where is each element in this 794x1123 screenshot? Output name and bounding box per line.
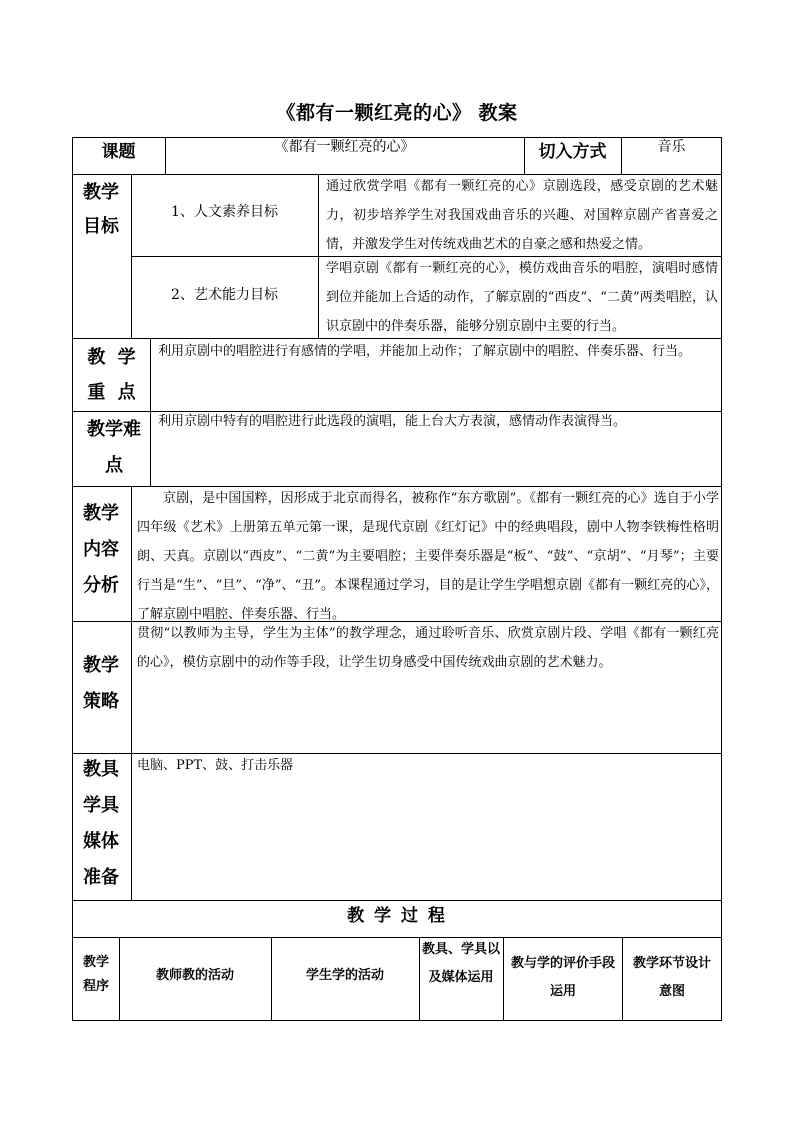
process-col-media: 教具、学具以及媒体运用	[421, 942, 500, 985]
key-points-text: 利用京剧中的唱腔进行有感情的学唱，并能加上动作；了解京剧中的唱腔、伴奏乐器、行当。	[158, 344, 692, 359]
table-line	[419, 937, 420, 1021]
table-line	[318, 174, 319, 338]
entry-method-label: 切入方式	[538, 142, 607, 162]
content-analysis-label: 教学内容分析	[83, 503, 119, 596]
table-line	[503, 937, 504, 1021]
table-line	[72, 900, 722, 901]
media-label: 教具学具媒体准备	[83, 759, 119, 888]
goal-2-name: 2、艺术能力目标	[171, 287, 278, 303]
process-col-design-intent: 教学环节设计意图	[632, 956, 711, 999]
table-line	[131, 486, 132, 900]
strategy-text: 贯彻“以教师为主导，学生为主体”的教学理念，通过聆听音乐、欣赏京剧片段、学唱《都有一颗红亮的心》，模仿京剧中的动作等手段，让学生切身感受中国传统戏曲京剧的艺术魅力。	[137, 626, 719, 670]
process-col-student: 学生学的活动	[305, 968, 384, 983]
content-analysis-text: 京剧，是中国国粹，因形成于北京而得名，被称作“东方歌剧”。《都有一颗红亮的心》选自于小学四年级《艺术》上册第五单元第一课，是现代京剧《红灯记》中的经典唱段，剧中人物李铁梅性格明朗、天真。京剧以“西皮”、“二黄”为主要唱腔；主要伴奏乐器是“板”、“鼓”、“京胡”、“月琴”；主要行当是“生”、“旦”、“净”、“丑”。本课程通过学习，目的是让学生学唱想京剧《都有一颗红亮的心》，了解京剧中唱腔、伴奏乐器、行当。	[137, 491, 719, 622]
goals-label: 教学目标	[83, 182, 119, 237]
process-col-evaluation: 教与学的评价手段运用	[510, 956, 615, 999]
table-line	[72, 937, 722, 938]
strategy-label: 教学策略	[83, 655, 119, 712]
process-col-sequence: 教学程序	[82, 955, 109, 994]
goal-2-text: 学唱京剧《都有一颗红亮的心》，模仿戏曲音乐的唱腔，演唱时感情到位并能加上合适的动作，了解京剧的“西皮”、“二黄”两类唱腔，认识京剧中的伴奏乐器，能够分别京剧中主要的行当。	[326, 261, 718, 334]
table-line	[622, 937, 623, 1021]
topic-value: 《都有一颗红亮的心》	[274, 139, 415, 155]
goal-1-text: 通过欣赏学唱《都有一颗红亮的心》京剧选段，感受京剧的艺术魅力，初步培养学生对我国戏曲音乐的兴趣、对国粹京剧产省喜爱之情，并激发学生对传统戏曲艺术的自豪之感和热爱之情。	[326, 179, 718, 252]
difficulties-text: 利用京剧中特有的唱腔进行此选段的演唱，能上台大方表演，感情动作表演得当。	[158, 414, 627, 429]
topic-label: 课题	[101, 142, 136, 162]
media-text: 电脑、PPT、鼓、打击乐器	[137, 758, 294, 773]
table-line	[150, 338, 151, 486]
goal-1-name: 1、人文素养目标	[171, 204, 278, 220]
difficulties-label: 教学难 点	[87, 419, 141, 476]
entry-method-value: 音乐	[657, 139, 686, 155]
process-col-teacher: 教师教的活动	[155, 968, 234, 983]
document-title: 《都有一颗红亮的心》 教案	[276, 102, 518, 124]
process-title: 教 学 过 程	[347, 906, 447, 926]
key-points-label: 教 学 重 点	[87, 347, 139, 403]
